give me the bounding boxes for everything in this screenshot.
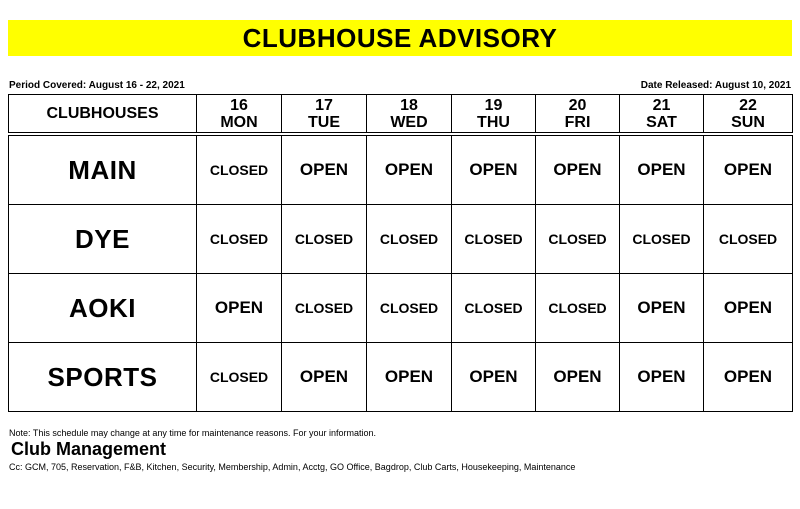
status-cell: CLOSED xyxy=(704,205,793,274)
status-cell: OPEN xyxy=(282,136,367,205)
status-cell: CLOSED xyxy=(620,205,704,274)
day-header: 22 SUN xyxy=(704,95,793,133)
status-cell: CLOSED xyxy=(536,205,620,274)
day-header: 16 MON xyxy=(197,95,282,133)
header-row xyxy=(9,95,793,133)
day-header: 17 TUE xyxy=(282,95,367,133)
table-row xyxy=(9,274,793,343)
status-cell: CLOSED xyxy=(197,343,282,412)
status-cell: OPEN xyxy=(452,136,536,205)
status-cell: OPEN xyxy=(367,343,452,412)
clubhouse-name: SPORTS xyxy=(9,343,197,412)
status-cell: OPEN xyxy=(282,343,367,412)
period-covered: Period Covered: August 16 - 22, 2021 xyxy=(9,80,185,91)
clubhouses-header: CLUBHOUSES xyxy=(9,95,197,133)
status-cell: CLOSED xyxy=(536,274,620,343)
note-text: Note: This schedule may change at any time for maintenance reasons. For your information. xyxy=(9,428,377,438)
status-cell: CLOSED xyxy=(282,274,367,343)
table-row xyxy=(9,343,793,412)
status-cell: CLOSED xyxy=(367,205,452,274)
status-cell: OPEN xyxy=(704,136,793,205)
day-header: 18 WED xyxy=(367,95,452,133)
status-cell: OPEN xyxy=(197,274,282,343)
page-title: CLUBHOUSE ADVISORY xyxy=(242,22,558,53)
status-cell: OPEN xyxy=(536,343,620,412)
clubhouse-name: AOKI xyxy=(9,274,197,343)
table-row xyxy=(9,136,793,205)
status-cell: CLOSED xyxy=(282,205,367,274)
day-header: 19 THU xyxy=(452,95,536,133)
status-cell: CLOSED xyxy=(197,136,282,205)
signature: Club Management xyxy=(11,439,167,459)
title-banner xyxy=(8,20,792,56)
status-cell: OPEN xyxy=(704,343,793,412)
day-header: 21 SAT xyxy=(620,95,704,133)
date-released: Date Released: August 10, 2021 xyxy=(640,80,791,91)
day-header: 20 FRI xyxy=(536,95,620,133)
status-cell: CLOSED xyxy=(452,205,536,274)
status-cell: OPEN xyxy=(620,343,704,412)
cc-list: Cc: GCM, 705, Reservation, F&B, Kitchen, Security, Membership, Admin, Acctg, GO Office, Bagdrop, Club Carts, Housekeeping, Maintenance xyxy=(9,462,576,472)
status-cell: CLOSED xyxy=(452,274,536,343)
clubhouse-name: DYE xyxy=(9,205,197,274)
status-cell: OPEN xyxy=(704,274,793,343)
status-cell: CLOSED xyxy=(367,274,452,343)
status-cell: OPEN xyxy=(452,343,536,412)
table-row xyxy=(9,205,793,274)
status-cell: OPEN xyxy=(536,136,620,205)
status-cell: OPEN xyxy=(620,136,704,205)
status-cell: OPEN xyxy=(367,136,452,205)
clubhouse-name: MAIN xyxy=(9,136,197,205)
status-cell: CLOSED xyxy=(197,205,282,274)
schedule-table xyxy=(8,94,793,412)
status-cell: OPEN xyxy=(620,274,704,343)
